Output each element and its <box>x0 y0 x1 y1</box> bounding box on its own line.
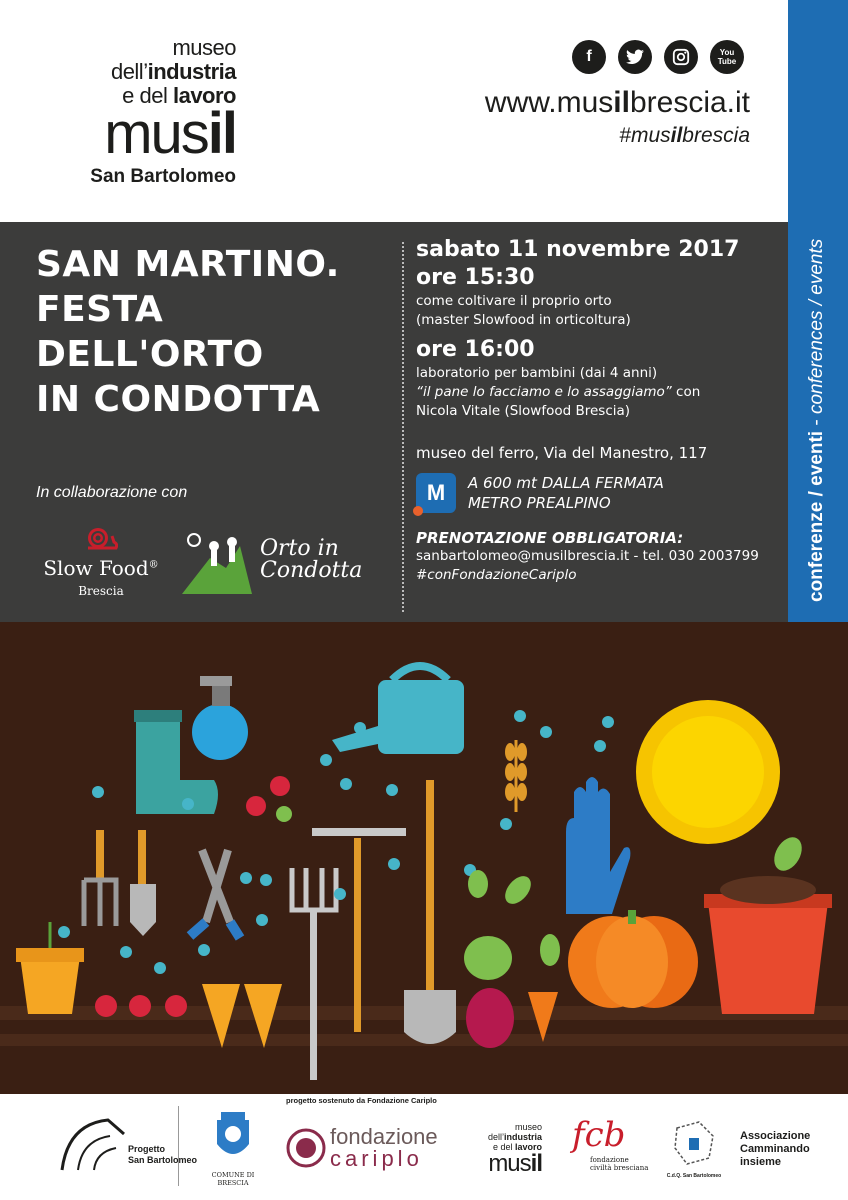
musil-logo <box>36 36 236 188</box>
logo-line-museo: museo <box>172 35 236 60</box>
cariplo-seal-icon <box>286 1128 326 1168</box>
event-date: sabato 11 novembre 2017 <box>416 237 740 262</box>
shovel-icon <box>404 780 456 1044</box>
glove-icon <box>566 777 630 914</box>
progetto-sb-logo: Progetto San Bartolomeo <box>58 1114 128 1179</box>
orto-illustration-icon <box>180 528 260 598</box>
orto-wordmark: Orto in Condotta <box>260 536 363 583</box>
sun-icon <box>636 700 780 844</box>
comune-logo: COMUNE DI BRESCIA <box>200 1110 266 1187</box>
event-details <box>416 236 776 585</box>
event-time-1: ore 15:30 <box>416 265 535 290</box>
pitchfork-icon <box>292 868 336 1080</box>
event-desc-2: laboratorio per bambini (dai 4 anni) “il pane lo facciamo e lo assaggiamo” con Nicola Vitale (Slowfood Brescia) <box>416 365 701 419</box>
facebook-icon[interactable]: f <box>572 40 606 74</box>
footer-musil-logo: museo dell’industria e del lavoro musil <box>487 1122 542 1177</box>
dotted-divider <box>402 242 404 612</box>
slowfood-city: Brescia <box>78 584 124 598</box>
sponsor-note: progetto sostenuto da Fondazione Cariplo <box>286 1096 437 1105</box>
snail-icon <box>84 526 118 552</box>
camminando-insieme-logo: Associazione Camminando insieme <box>740 1130 811 1168</box>
event-title: SAN MARTINO. FESTA DELL'ORTO IN CONDOTTA <box>36 244 340 420</box>
beet-icon <box>464 936 514 1048</box>
fondazione-cariplo-logo: fondazione cariplo <box>286 1128 326 1173</box>
booking-label: PRENOTAZIONE OBBLIGATORIA: <box>416 529 684 547</box>
wheat-icon <box>505 740 527 812</box>
spray-bottle-icon <box>192 676 248 760</box>
orto-in-condotta-logo <box>180 528 363 598</box>
cdq-logo: C.d.Q. San Bartolomeo <box>664 1118 724 1179</box>
trowel-icon <box>130 830 156 936</box>
radish-icon <box>95 995 187 1017</box>
event-info-box <box>0 222 788 622</box>
garden-illustration <box>0 622 848 1094</box>
social-links <box>572 40 744 74</box>
map-outline-icon <box>669 1118 719 1168</box>
sponsor-hashtag: #conFondazioneCariplo <box>416 567 577 583</box>
collaboration-label: In collaborazione con <box>36 484 188 501</box>
garden-fork-icon <box>84 830 116 926</box>
bucket-icon <box>704 876 832 1014</box>
logo-wordmark: musil <box>104 101 236 166</box>
sponsor-footer <box>0 1094 848 1200</box>
coat-of-arms-icon <box>211 1110 255 1166</box>
arch-icon <box>58 1114 128 1174</box>
website-url[interactable]: www.musilbrescia.it <box>484 86 750 119</box>
instagram-icon[interactable] <box>664 40 698 74</box>
pruning-shears-icon <box>190 850 240 938</box>
slowfood-logo <box>36 526 166 598</box>
watering-can-icon <box>332 666 464 754</box>
metro-text: A 600 mt DALLA FERMATA METRO PREALPINO <box>468 474 664 512</box>
logo-subtitle: San Bartolomeo <box>90 166 236 187</box>
footer-divider <box>178 1106 179 1186</box>
fcb-logo: fcb fondazione civiltà bresciana <box>572 1115 649 1172</box>
berries-icon <box>246 776 292 822</box>
event-desc-1: come coltivare il proprio orto (master Slowfood in orticoltura) <box>416 293 631 328</box>
pumpkin-icon <box>568 910 698 1008</box>
metro-icon: M <box>416 473 456 513</box>
flower-pot-icon <box>16 922 84 1014</box>
event-place: museo del ferro, Via del Manestro, 117 <box>416 444 708 462</box>
slowfood-name: Slow Food® <box>43 556 159 580</box>
logo-line-industria: dell’industria <box>110 59 236 84</box>
youtube-icon[interactable]: You Tube <box>710 40 744 74</box>
event-time-2: ore 16:00 <box>416 337 535 362</box>
category-band: conferenze / eventi - conferences / events <box>788 0 848 622</box>
header-hashtag: #musilbrescia <box>619 124 750 147</box>
twitter-icon[interactable] <box>618 40 652 74</box>
logo-line-lavoro: e del lavoro <box>122 83 236 108</box>
booking-contact[interactable]: sanbartolomeo@musilbrescia.it - tel. 030 2003799 <box>416 548 759 564</box>
metro-info <box>416 473 776 513</box>
